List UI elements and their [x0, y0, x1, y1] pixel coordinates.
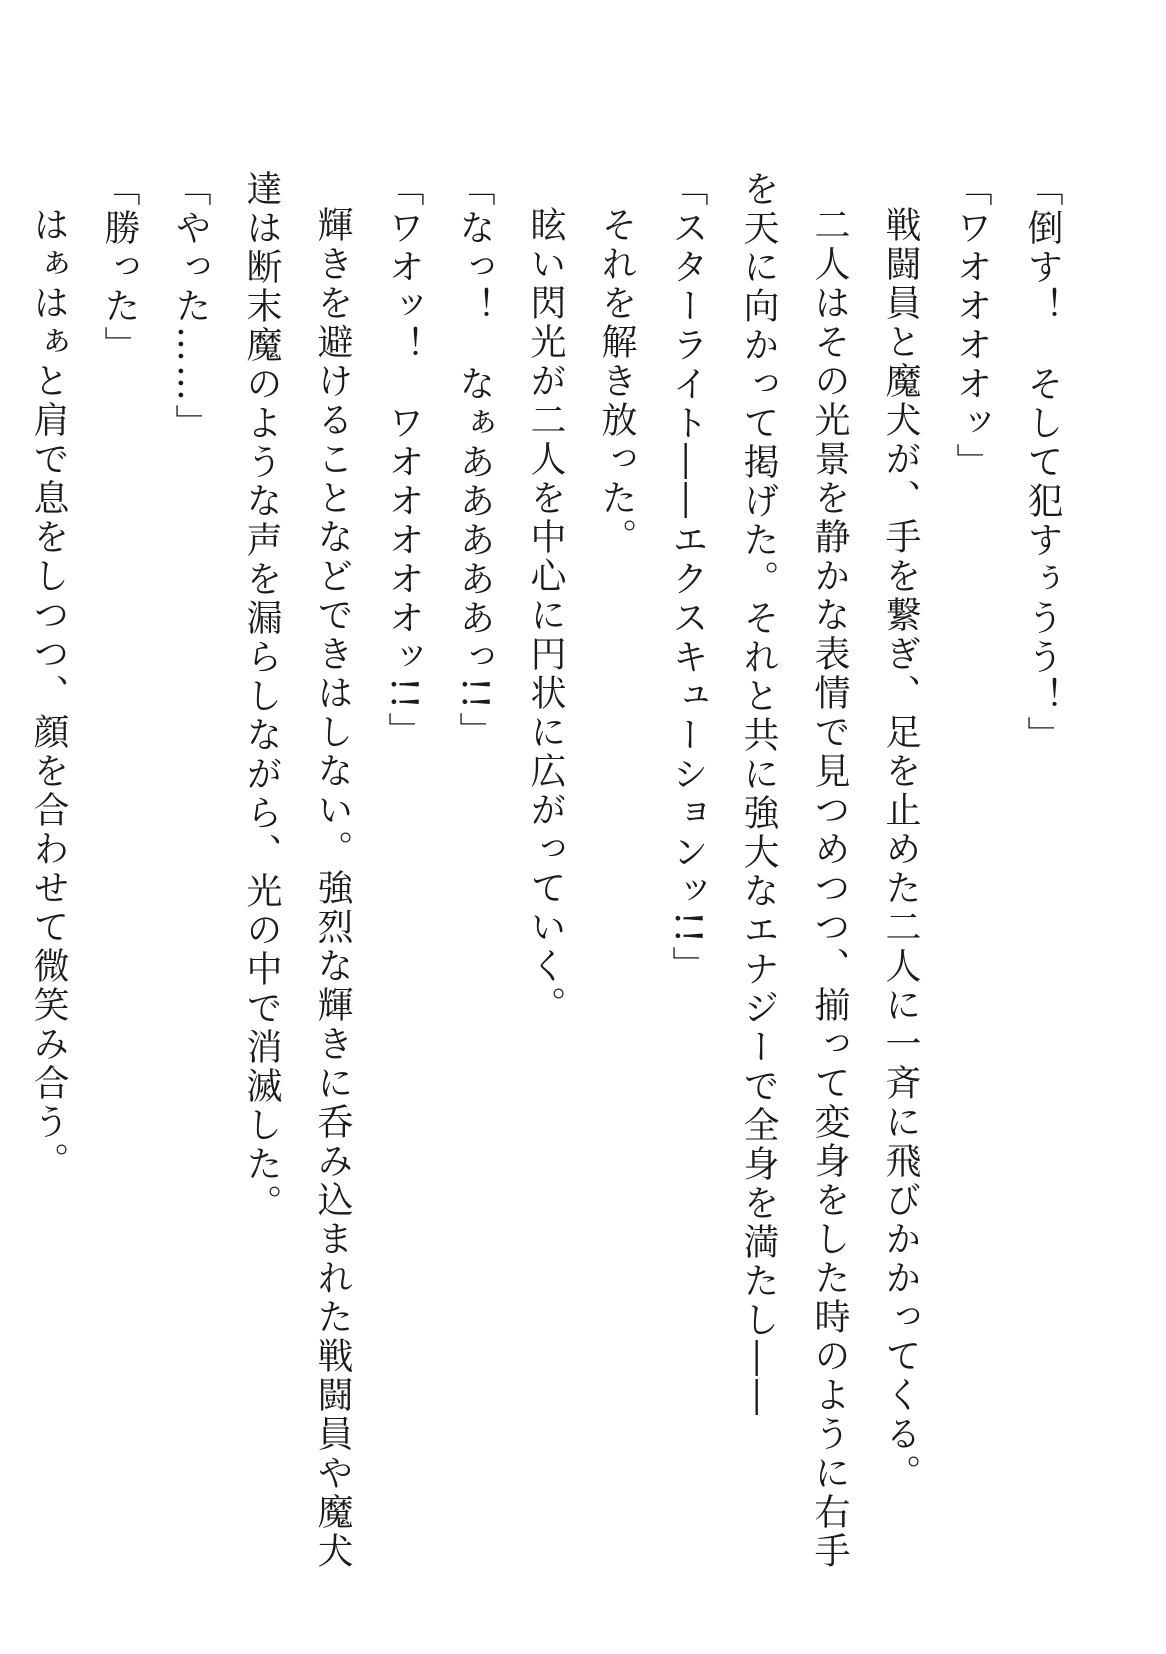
dialogue-line: 「勝った」 [99, 170, 140, 365]
narration-line: 戦闘員と魔犬が、手を繋ぎ、足を止めた二人に一斉に飛びかかってくる。 [880, 206, 921, 1493]
narration-line: 達は断末魔のような声を漏らしながら、光の中で消滅した。 [241, 170, 282, 1223]
narration-line: 二人はその光景を静かな表情で見つめつつ、揃って変身をした時のように右手 [809, 206, 850, 1571]
narration-line: を天に向かって掲げた。それと共に強大なエナジーで全身を満たし―― [738, 170, 779, 1418]
narration-line: それを解き放った。 [596, 206, 637, 557]
dialogue-line: 「倒す！ そして犯すぅうう！」 [1022, 170, 1063, 755]
dialogue-line: 「ワオッ！ ワオオオオオッ!!」 [383, 170, 424, 751]
narration-line: 輝きを避けることなどできはしない。強烈な輝きに呑み込まれた戦闘員や魔犬 [312, 206, 353, 1571]
dialogue-line: 「なっ！ なぁあああああっ!!」 [454, 170, 495, 751]
dialogue-line: 「やった……」 [170, 170, 211, 443]
dialogue-line: 「ワオオオオッ」 [951, 170, 992, 482]
dialogue-line: 「スターライト――エクスキューションッ!!」 [667, 170, 708, 985]
vertical-text-block [13, 170, 1078, 1590]
narration-line: 眩い閃光が二人を中心に円状に広がっていく。 [525, 206, 566, 1025]
narration-line: はぁはぁと肩で息をしつつ、顔を合わせて微笑み合う。 [28, 206, 69, 1181]
